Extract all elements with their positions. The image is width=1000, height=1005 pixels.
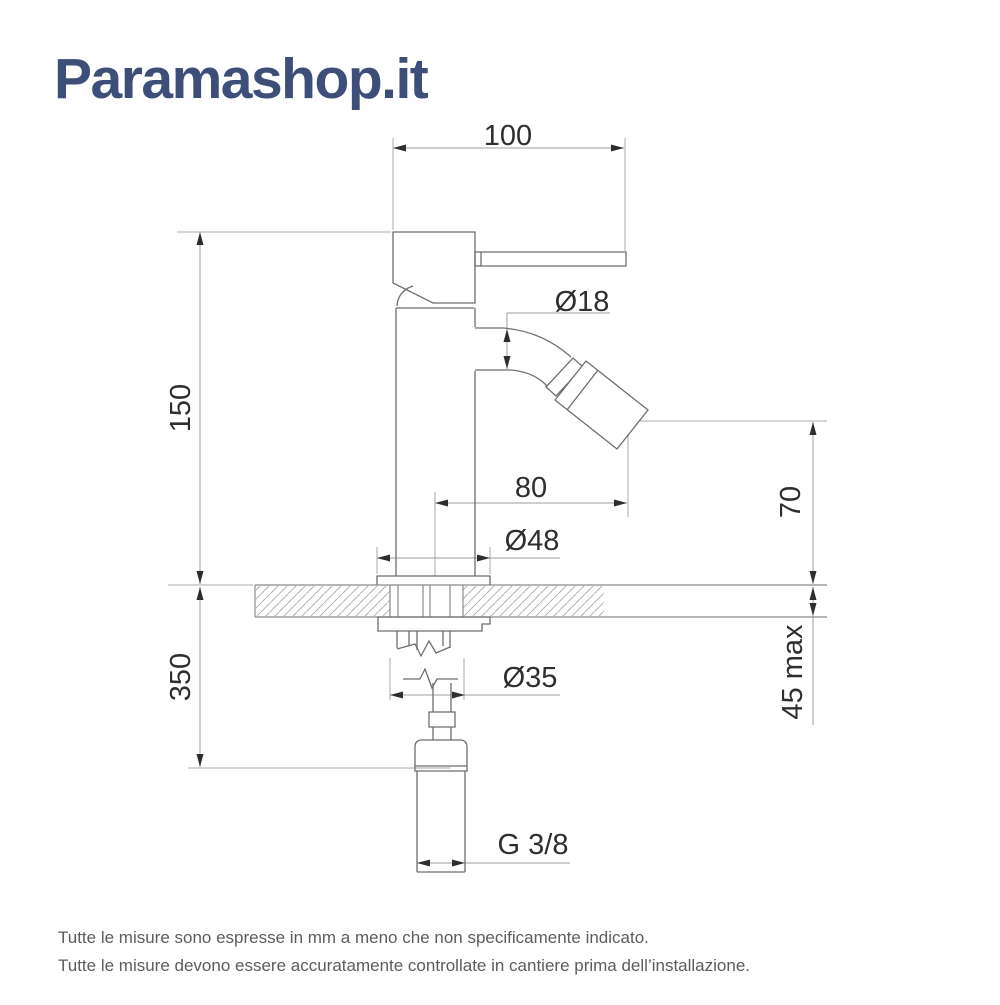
lever-handle <box>475 252 626 266</box>
brand-logo: Paramashop.it <box>54 47 428 111</box>
dim-spout-reach: 100 <box>483 120 533 152</box>
dimension-lines <box>200 148 813 863</box>
footer-notes <box>58 924 958 980</box>
spout-lower-edge <box>475 370 547 386</box>
hose-end-cylinder <box>417 771 465 872</box>
dim-hose-thread: G 3/8 <box>497 829 569 861</box>
dimension-labels <box>165 120 809 861</box>
hose-connector <box>429 712 455 727</box>
countertop-section <box>255 585 827 617</box>
dim-tip-height: 70 <box>775 485 807 519</box>
base-flange <box>377 576 490 585</box>
note-line-2: Tutte le misure devono essere accuratamente controllate in cantiere prima dell’installazione. <box>58 956 751 975</box>
dim-flange-diameter: Ø48 <box>504 525 560 557</box>
extension-lines <box>168 138 827 768</box>
break-symbol-lower <box>403 669 458 688</box>
dim-hole-diameter: Ø35 <box>502 662 558 694</box>
dim-hose-length: 350 <box>165 652 197 702</box>
dim-tip-offset: 80 <box>514 472 548 504</box>
dim-spout-diameter: Ø18 <box>554 286 610 318</box>
spout-upper-edge <box>475 328 571 357</box>
mixer-head <box>393 232 475 303</box>
hose-tube <box>433 683 451 712</box>
dim-counter-thickness: 45 max <box>777 624 809 720</box>
locking-nut <box>378 617 490 631</box>
dim-height: 150 <box>165 383 197 433</box>
dimension-arrowheads <box>197 145 817 867</box>
break-symbol-upper <box>397 641 450 656</box>
note-line-1: Tutte le misure sono espresse in mm a meno che non specificamente indicato. <box>58 928 649 947</box>
